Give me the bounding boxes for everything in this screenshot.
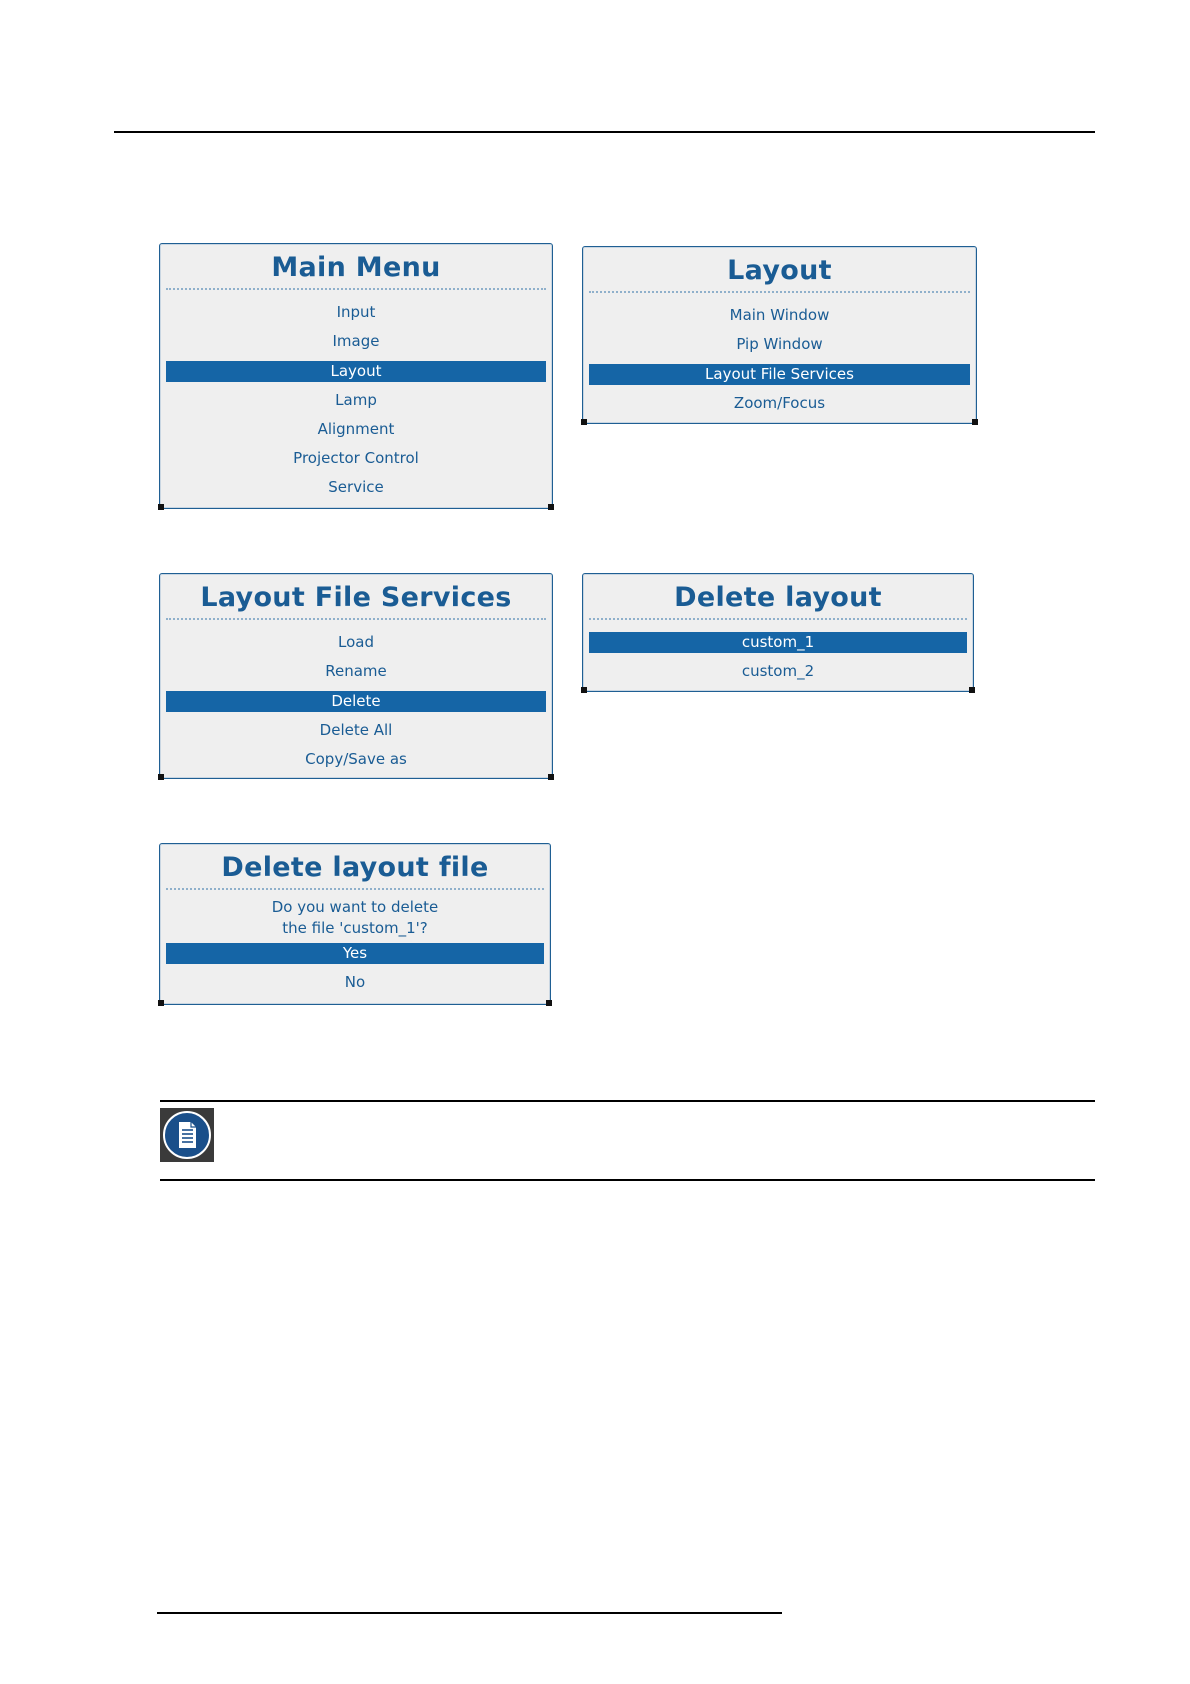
menu-item-custom-2[interactable]: custom_2 <box>741 662 815 680</box>
layout-menu-panel <box>582 246 977 424</box>
file-services-title: Layout File Services <box>200 582 512 613</box>
menu-item-input[interactable]: Input <box>336 303 376 321</box>
layout-menu-title: Layout <box>727 255 832 286</box>
main-menu-title: Main Menu <box>271 252 441 283</box>
menu-item-pip-window[interactable]: Pip Window <box>736 335 823 353</box>
note-document-icon <box>160 1108 214 1162</box>
main-menu-panel <box>159 243 553 509</box>
delete-layout-panel <box>582 573 974 692</box>
note-bottom-rule <box>160 1179 1095 1181</box>
menu-item-service[interactable]: Service <box>328 478 384 496</box>
menu-item-projector-control[interactable]: Projector Control <box>293 449 419 467</box>
menu-item-lamp[interactable]: Lamp <box>335 391 377 409</box>
menu-item-layout-file-services[interactable]: Layout File Services <box>589 364 970 385</box>
dialog-message-line-2: the file 'custom_1'? <box>282 919 428 937</box>
yes-button[interactable]: Yes <box>166 943 544 964</box>
menu-item-delete-all[interactable]: Delete All <box>319 721 393 739</box>
menu-item-zoom-focus[interactable]: Zoom/Focus <box>733 394 826 412</box>
title-separator <box>589 291 970 293</box>
title-separator <box>166 618 546 620</box>
menu-item-custom-1[interactable]: custom_1 <box>589 632 967 653</box>
title-separator <box>166 288 546 290</box>
title-separator <box>589 618 967 620</box>
delete-file-title: Delete layout file <box>221 852 489 883</box>
menu-item-layout[interactable]: Layout <box>166 361 546 382</box>
title-separator <box>166 888 544 890</box>
menu-item-load[interactable]: Load <box>338 633 374 651</box>
note-top-rule <box>160 1100 1095 1102</box>
menu-item-delete[interactable]: Delete <box>166 691 546 712</box>
menu-item-image[interactable]: Image <box>332 332 380 350</box>
footer-rule <box>157 1612 782 1614</box>
menu-item-copy-save-as[interactable]: Copy/Save as <box>305 750 407 768</box>
no-button[interactable]: No <box>344 973 366 991</box>
menu-item-alignment[interactable]: Alignment <box>317 420 395 438</box>
header-rule <box>114 131 1095 133</box>
file-services-panel <box>159 573 553 779</box>
dialog-message-line-1: Do you want to delete <box>271 898 439 916</box>
delete-layout-title: Delete layout <box>674 582 882 613</box>
menu-item-rename[interactable]: Rename <box>325 662 387 680</box>
menu-item-main-window[interactable]: Main Window <box>729 306 830 324</box>
delete-file-dialog <box>159 843 551 1005</box>
